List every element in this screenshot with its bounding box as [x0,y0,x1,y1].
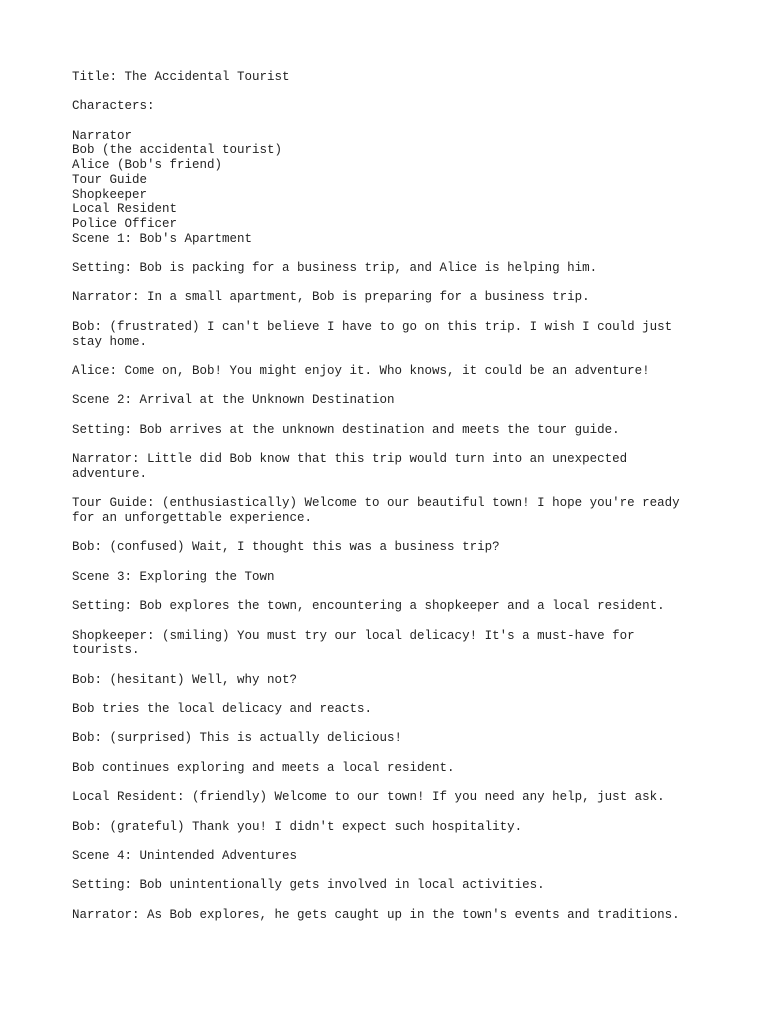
paragraph-line: for an unforgettable experience. [72,510,313,525]
paragraph-line: Narrator: As Bob explores, he gets caught up in the town's events and traditions. [72,907,680,922]
character-item: Narrator [72,128,133,143]
paragraph-line: Tour Guide: (enthusiastically) Welcome to our beautiful town! I hope you're ready [72,496,680,511]
script-paragraph [72,423,712,438]
paragraph-line: adventure. [72,466,148,481]
paragraph-line: Bob continues exploring and meets a local resident. [72,760,455,775]
character-item: Police Officer [72,217,178,231]
character-item: Tour Guide [72,172,148,187]
character-list [72,129,712,232]
script-paragraph [72,540,712,555]
script-paragraph [72,496,712,525]
paragraph-line: Narrator: Little did Bob know that this trip would turn into an unexpected [72,452,628,467]
script-paragraph [72,364,712,379]
paragraph-line: Setting: Bob unintentionally gets involved in local activities. [72,878,545,893]
paragraph-line: Bob: (hesitant) Well, why not? [72,672,298,687]
script-paragraph [72,599,712,614]
paragraph-line: Bob: (grateful) Thank you! I didn't expect such hospitality. [72,819,523,834]
script-paragraph [72,820,712,835]
paragraph-line: Scene 3: Exploring the Town [72,569,275,584]
script-body [72,261,712,922]
script-paragraph [72,261,712,276]
paragraph-line: stay home. [72,334,148,349]
paragraph-line: Scene 4: Unintended Adventures [72,848,298,863]
paragraph-line: Bob tries the local delicacy and reacts. [72,701,373,716]
script-paragraph [72,629,712,658]
paragraph-line: Bob: (frustrated) I can't believe I have to go on this trip. I wish I could just [72,319,673,334]
paragraph-line: Setting: Bob explores the town, encountering a shopkeeper and a local resident. [72,599,665,614]
paragraph-line: Bob: (confused) Wait, I thought this was a business trip? [72,540,500,555]
script-paragraph [72,908,712,923]
script-paragraph [72,290,712,305]
character-item: Bob (the accidental tourist) [72,143,283,158]
script-paragraph [72,790,712,805]
paragraph-line: Local Resident: (friendly) Welcome to our town! If you need any help, just ask. [72,790,665,805]
paragraph-line: Bob: (surprised) This is actually delicious! [72,731,403,746]
character-item: Shopkeeper [72,187,148,202]
paragraph-line: Scene 2: Arrival at the Unknown Destination [72,393,395,408]
paragraph-line: Alice: Come on, Bob! You might enjoy it. Who knows, it could be an adventure! [72,363,650,378]
paragraph-line: Shopkeeper: (smiling) You must try our local delicacy! It's a must-have for [72,628,635,643]
paragraph-line: tourists. [72,643,140,658]
script-paragraph [72,570,712,585]
script-paragraph [72,320,712,349]
characters-heading: Characters: [72,99,155,114]
document-page [72,70,712,937]
paragraph-line: Setting: Bob arrives at the unknown destination and meets the tour guide. [72,422,620,437]
paragraph-line: Narrator: In a small apartment, Bob is preparing for a business trip. [72,290,590,305]
character-item: Local Resident [72,202,178,217]
character-item: Alice (Bob's friend) [72,158,223,173]
scene-heading: Scene 1: Bob's Apartment [72,231,253,246]
script-paragraph [72,761,712,776]
script-paragraph [72,878,712,893]
paragraph-line: Setting: Bob is packing for a business trip, and Alice is helping him. [72,261,598,276]
script-paragraph [72,673,712,688]
script-paragraph [72,393,712,408]
script-paragraph [72,731,712,746]
script-paragraph [72,849,712,864]
script-paragraph [72,702,712,717]
script-paragraph [72,452,712,481]
script-title: Title: The Accidental Tourist [72,70,290,84]
